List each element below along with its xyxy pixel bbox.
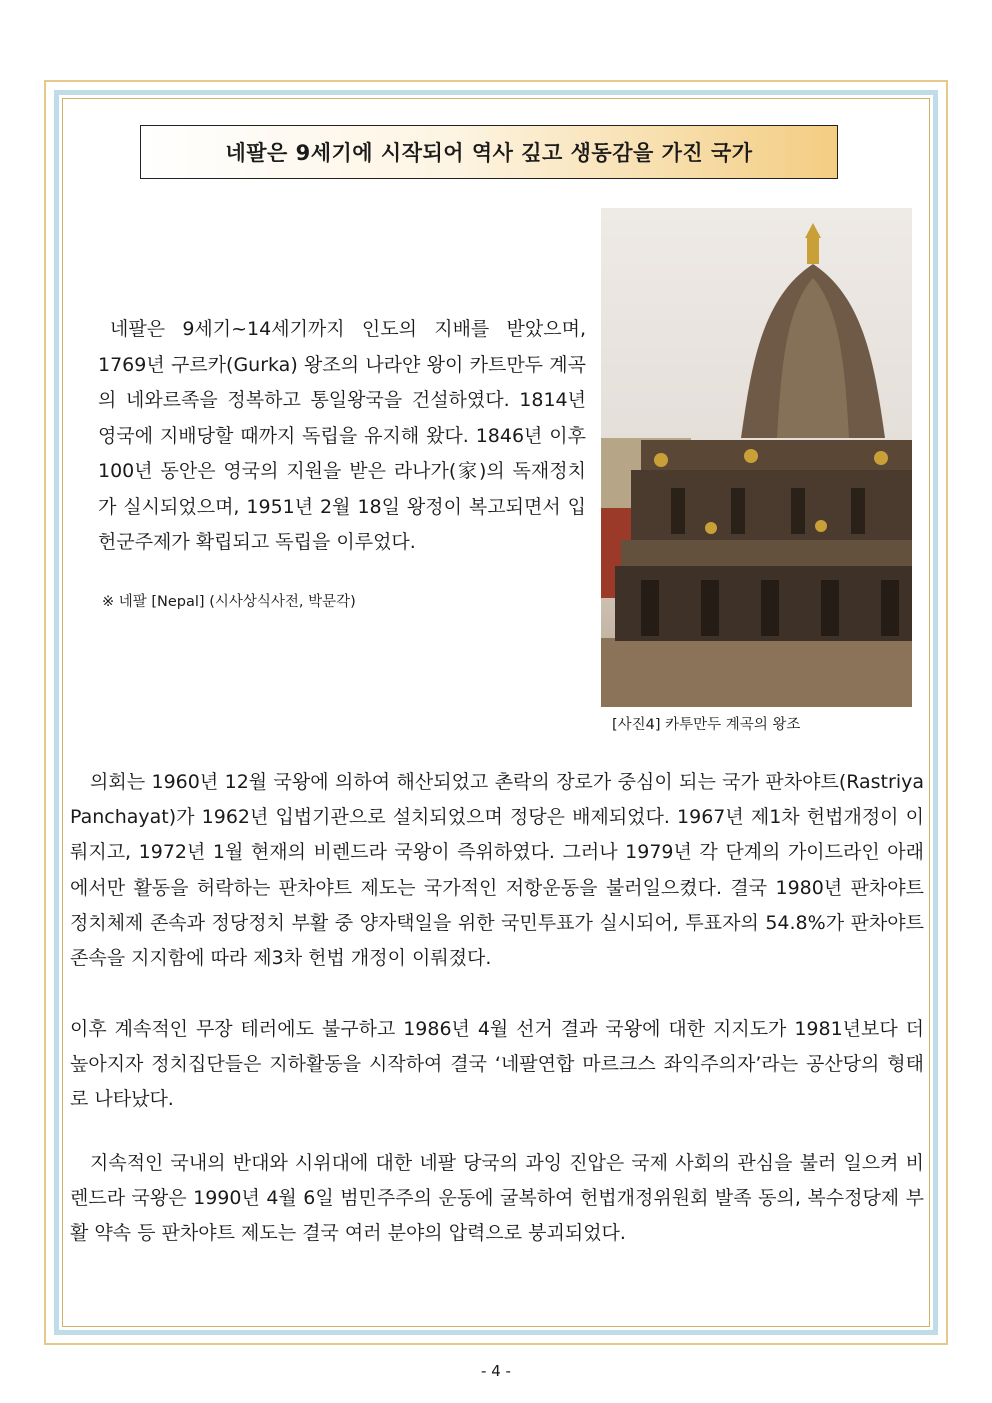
body-paragraph-3: 이후 계속적인 무장 테러에도 불구하고 1986년 4월 선거 결과 국왕에 대한 지지도가 1981년보다 더 높아지자 정치집단들은 지하활동을 시작하여 결국 ‘네팔연합 마르크스 좌익주의자’라는 공산당의 형태로 나타났다.	[70, 1018, 924, 1111]
temple-window-2	[731, 488, 745, 534]
gold-dome-center	[744, 449, 758, 463]
intro-paragraph: 네팔은 9세기~14세기까지 인도의 지배를 받았으며, 1769년 구르카(Gurka) 왕조의 나라얀 왕이 카트만두 계곡의 네와르족을 정복하고 통일왕국을 건설하였다. 1814년 영국에 지배당할 때까지 독립을 유지해 왔다. 1846년 이후 100년 동안은 영국의 지원을 받은 라나가(家)의 독재정치가 실시되었으며, 1951년 2월 18일 왕정이 복고되면서 입헌군주제가 확립되고 독립을 이루었다.	[98, 318, 586, 553]
gold-dome-left	[654, 453, 668, 467]
temple-roof-lower	[621, 540, 912, 566]
temple-photo	[601, 208, 912, 707]
temple-arch-4	[821, 580, 839, 636]
temple-arch-5	[881, 580, 899, 636]
intro-paragraph-block	[98, 312, 586, 561]
temple-finial	[805, 223, 821, 238]
section-title-box	[140, 125, 838, 179]
temple-window-3	[791, 488, 805, 534]
body-paragraph-2: 의회는 1960년 12월 국왕에 의하여 해산되었고 촌락의 장로가 중심이 되는 국가 판차야트(Rastriya Panchayat)가 1962년 입법기관으로 설치되었으며 정당은 배제되었다. 1967년 제1차 헌법개정이 이뤄지고, 1972년 1월 현재의 비렌드라 국왕이 즉위하였다. 그러나 1979년 각 단계의 가이드라인 아래에서만 활동을 허락하는 판차야트 제도는 국가적인 저항운동을 불러일으켰다. 결국 1980년 판차야트 정치체제 존속과 정당정치 부활 중 양자택일을 위한 국민투표가 실시되어, 투표자의 54.8%가 판차야트 존속을 지지함에 따라 제3차 헌법 개정이 이뤄졌다.	[70, 771, 924, 970]
gold-dome-right	[874, 451, 888, 465]
section-title: 네팔은 9세기에 시작되어 역사 깊고 생동감을 가진 국가	[225, 141, 753, 165]
page-number: - 4 -	[481, 1362, 511, 1380]
temple-roof-upper	[641, 440, 912, 470]
body-paragraph-3-block	[70, 1012, 924, 1118]
ground	[601, 638, 912, 707]
temple-arch-2	[701, 580, 719, 636]
temple-arch-1	[641, 580, 659, 636]
source-note: ※ 네팔 [Nepal] (시사상식사전, 박문각)	[102, 594, 356, 610]
temple-illustration	[601, 208, 912, 707]
temple-pinnacle	[807, 238, 819, 264]
gold-dome-lower-right	[815, 520, 827, 532]
photo-caption: [사진4] 카투만두 계곡의 왕조	[612, 717, 801, 733]
body-paragraph-4-block	[70, 1146, 924, 1252]
gold-dome-lower-left	[705, 522, 717, 534]
temple-arch-3	[761, 580, 779, 636]
body-paragraph-4: 지속적인 국내의 반대와 시위대에 대한 네팔 당국의 과잉 진압은 국제 사회의 관심을 불러 일으켜 비렌드라 국왕은 1990년 4월 6일 범민주주의 운동에 굴복하여 헌법개정위원회 발족 동의, 복수정당제 부활 약속 등 판차야트 제도는 결국 여러 분야의 압력으로 붕괴되었다.	[70, 1152, 924, 1245]
temple-window-4	[851, 488, 865, 534]
temple-window-1	[671, 488, 685, 534]
body-paragraph-2-block	[70, 765, 924, 976]
